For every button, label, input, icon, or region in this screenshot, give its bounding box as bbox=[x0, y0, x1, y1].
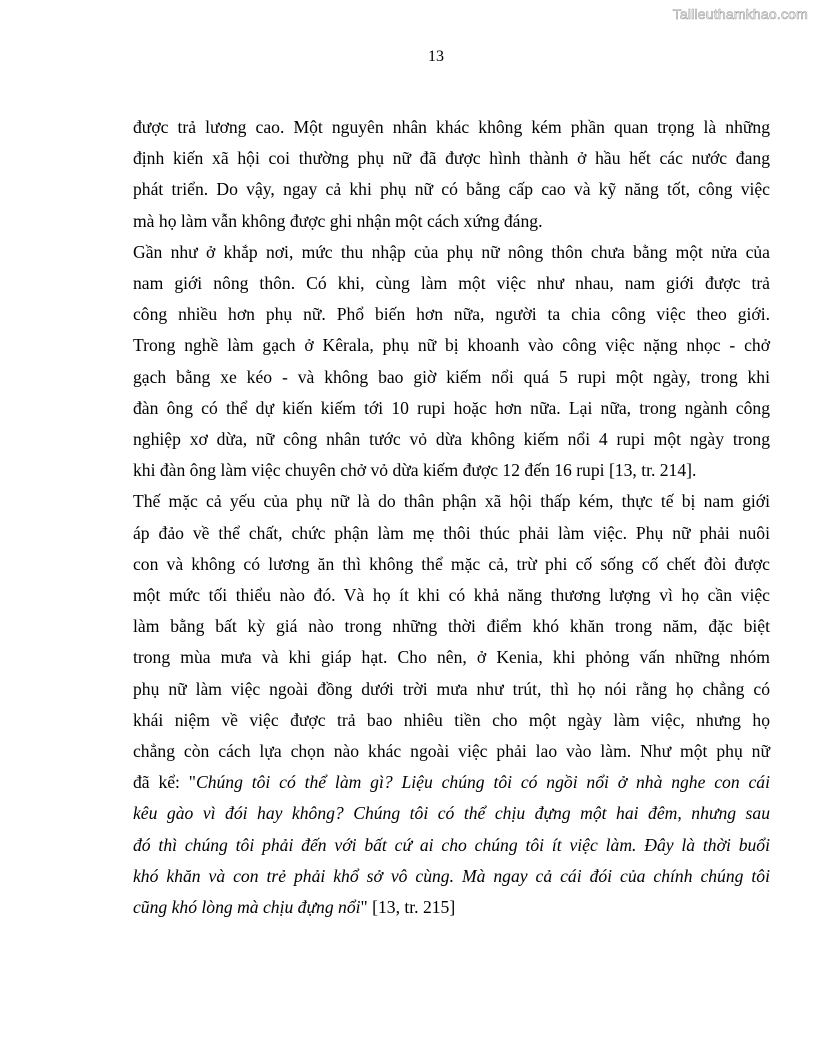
page-number: 13 bbox=[428, 48, 444, 65]
watermark: Tailieuthamkhao.com bbox=[672, 6, 808, 22]
text-line: phụ nữ làm việc ngoài đồng dưới trời mưa như trút, thì họ nói rằng họ chẳng có bbox=[133, 678, 770, 699]
text-line: chẳng còn cách lựa chọn nào khác ngoài việc phải lao vào làm. Như một phụ nữ bbox=[133, 741, 770, 762]
text-line: nghiệp xơ dừa, nữ công nhân tước vỏ dừa không kiếm nổi 4 rupi một ngày trong bbox=[133, 429, 770, 450]
text-line: định kiến xã hội coi thường phụ nữ đã được hình thành ở hầu hết các nước đang bbox=[133, 148, 770, 169]
quote-line: đó thì chúng tôi phải đến với bất cứ ai cho chúng tôi ít việc làm. Đây là thời buổi bbox=[133, 834, 770, 855]
text-line: khái niệm về việc được trả bao nhiêu tiền cho một ngày làm việc, nhưng họ bbox=[133, 709, 770, 730]
paragraph-1 bbox=[133, 112, 770, 237]
quote-line: khó khăn và con trẻ phải khổ sở vô cùng. Mà ngay cả cái đói của chính chúng tôi bbox=[133, 865, 770, 886]
text-line: khi đàn ông làm việc chuyên chở vỏ dừa kiếm được 12 đến 16 rupi [13, tr. 214]. bbox=[133, 460, 697, 481]
text-line: mà họ làm vẫn không được ghi nhận một cách xứng đáng. bbox=[133, 210, 543, 231]
text-line: Trong nghề làm gạch ở Kêrala, phụ nữ bị khoanh vào công việc nặng nhọc - chở bbox=[133, 335, 770, 356]
paragraph-3 bbox=[133, 486, 770, 923]
text-line: áp đảo về thể chất, chức phận làm mẹ thôi thúc phải làm việc. Phụ nữ phải nuôi bbox=[133, 522, 770, 543]
quote-line: kêu gào vì đói hay không? Chúng tôi có thể chịu đựng một hai đêm, nhưng sau bbox=[133, 803, 770, 824]
text-line: Thế mặc cả yếu của phụ nữ là do thân phận xã hội thấp kém, thực tế bị nam giới bbox=[133, 491, 770, 512]
quote-intro: đã kể: " bbox=[133, 772, 196, 793]
document-body bbox=[133, 112, 770, 923]
quote-text: Chúng tôi có thể làm gì? Liệu chúng tôi có ngồi nổi ở nhà nghe con cái bbox=[195, 772, 770, 793]
text-line: trong mùa mưa và khi giáp hạt. Cho nên, ở Kenia, khi phỏng vấn những nhóm bbox=[133, 647, 770, 668]
text-line: nam giới nông thôn. Có khi, cùng làm một việc như nhau, nam giới được trả bbox=[133, 273, 770, 294]
text-line: công nhiều hơn phụ nữ. Phổ biến hơn nữa, người ta chia công việc theo giới. bbox=[133, 304, 770, 325]
text-line: Gần như ở khắp nơi, mức thu nhập của phụ nữ nông thôn chưa bằng một nửa của bbox=[133, 241, 770, 262]
text-line: một mức tối thiểu nào đó. Và họ ít khi có khả năng thương lượng vì họ cần việc bbox=[133, 585, 770, 606]
text-line: phát triển. Do vậy, ngay cả khi phụ nữ có bằng cấp cao và kỹ năng tốt, công việc bbox=[133, 179, 770, 200]
quote-last-line bbox=[133, 892, 770, 923]
text-line: đàn ông có thể dự kiến kiếm tới 10 rupi hoặc hơn nữa. Lại nữa, trong ngành công bbox=[133, 397, 770, 418]
text-line: con và không có lương ăn thì không thể mặc cả, trừ phi cố sống cố chết đòi được bbox=[133, 553, 770, 574]
quote-citation: " [13, tr. 215] bbox=[360, 897, 456, 918]
text-line: được trả lương cao. Một nguyên nhân khác không kém phần quan trọng là những bbox=[133, 117, 770, 137]
text-line: làm bằng bất kỳ giá nào trong những thời điểm khó khăn trong năm, đặc biệt bbox=[133, 616, 770, 637]
quote-first-line bbox=[133, 767, 770, 798]
quote-text: cũng khó lòng mà chịu đựng nổi bbox=[133, 897, 361, 918]
paragraph-2 bbox=[133, 237, 770, 487]
text-line: gạch bằng xe kéo - và không bao giờ kiếm nổi quá 5 rupi một ngày, trong khi bbox=[133, 366, 770, 387]
